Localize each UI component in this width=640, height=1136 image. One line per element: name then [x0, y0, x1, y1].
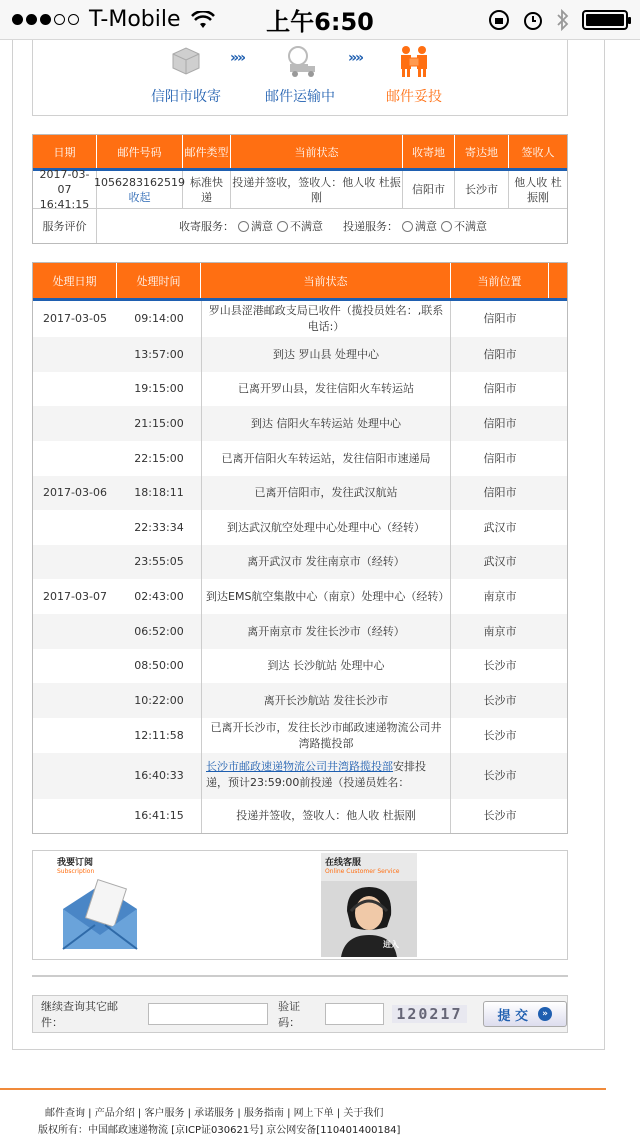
cell-spacer	[549, 510, 567, 545]
package-icon	[166, 44, 206, 78]
cell-date	[33, 683, 117, 718]
evaluation-label: 服务评价	[33, 209, 97, 243]
radio-label: 不满意	[290, 220, 323, 233]
cell-date: 2017-03-05	[43, 312, 107, 325]
header-process-time: 处理时间	[117, 263, 201, 298]
cell-time: 10:22:00	[134, 693, 184, 707]
cell-date	[33, 406, 117, 441]
cell-date	[33, 718, 117, 753]
header-origin: 收寄地	[403, 135, 455, 168]
cell-location: 长沙市	[483, 809, 517, 822]
cell-status: 离开南京市 发往长沙市（经转）	[201, 614, 451, 649]
cell-status: 离开长沙航站 发往长沙市	[201, 683, 451, 718]
table-row	[33, 441, 567, 476]
table-row	[33, 510, 567, 545]
cell-time: 16:41:15	[134, 809, 184, 822]
battery-icon	[582, 10, 628, 30]
cell-spacer	[549, 441, 567, 476]
step-delivered	[359, 44, 469, 106]
step-label: 邮件运输中	[265, 89, 335, 105]
header-current-location: 当前位置	[451, 263, 549, 298]
cell-spacer	[549, 718, 567, 753]
cell-spacer	[549, 753, 567, 799]
subscribe-subtitle: Subscription	[57, 868, 95, 875]
cell-location: 长沙市	[483, 728, 517, 742]
truck-icon	[280, 44, 320, 78]
header-date: 日期	[33, 135, 97, 168]
cell-time: 02:43:00	[134, 589, 184, 603]
captcha-input[interactable]	[325, 1003, 384, 1025]
cell-time: 21:15:00	[134, 416, 184, 430]
cell-location: 南京市	[483, 589, 517, 603]
cell-time: 13:57:00	[134, 347, 184, 361]
service-enter: 进入	[383, 940, 399, 949]
cell-status: 已离开信阳火车转运站，发往信阳市速递局	[201, 441, 451, 476]
table-header	[33, 263, 567, 301]
radio-label: 满意	[415, 220, 437, 233]
cell-time: 18:18:11	[134, 486, 184, 499]
cell-time: 12:11:58	[134, 728, 184, 742]
collection-station-link[interactable]: 长沙市邮政速递物流公司井湾路揽投部	[206, 760, 393, 773]
cell-date	[33, 649, 117, 683]
step-label: 信阳市收寄	[151, 89, 221, 105]
cell-status: 到达武汉航空处理中心处理中心（经转）	[201, 510, 451, 545]
header-current-status: 当前状态	[201, 263, 451, 298]
step-arrow-icon: »»	[348, 50, 363, 66]
step-in-transit	[245, 44, 355, 106]
customer-service-agent-icon	[321, 881, 417, 957]
cell-location: 信阳市	[483, 382, 517, 395]
subscribe-banner[interactable]	[53, 853, 147, 957]
collapse-link[interactable]: 收起	[128, 190, 151, 204]
table-row	[33, 372, 567, 406]
cell-spacer	[549, 406, 567, 441]
query-bar	[32, 995, 568, 1033]
table-row	[33, 545, 567, 579]
subscribe-title: 我要订阅	[57, 858, 94, 868]
submit-button[interactable]: 提 交 »	[483, 1001, 568, 1027]
step-arrow-icon: »»	[230, 50, 245, 66]
header-mail-number: 邮件号码	[97, 135, 183, 168]
cell-location: 信阳市	[483, 451, 517, 465]
cell-location: 武汉市	[483, 520, 517, 534]
radio-label: 不满意	[454, 220, 487, 233]
cell-location: 长沙市	[483, 693, 517, 707]
clock-time: 上午6:50	[266, 8, 374, 36]
captcha-image: 120217	[392, 1005, 466, 1023]
cell-time: 23:55:05	[134, 555, 184, 568]
cell-time: 19:15:00	[134, 382, 184, 395]
cell-date	[33, 614, 117, 649]
header-signer: 签收人	[521, 145, 555, 159]
footer-copyright: 版权所有：中国邮政速递物流 [京ICP证030621号] 京公网安备[110401400184]	[38, 1125, 401, 1136]
table-row	[33, 337, 567, 372]
cell-time: 16:40:33	[134, 769, 184, 782]
collect-satisfied-radio[interactable]	[238, 221, 249, 232]
mail-summary-table	[32, 134, 568, 244]
table-row	[33, 301, 567, 337]
cell-spacer	[549, 545, 567, 579]
footer-divider	[0, 1088, 606, 1090]
cell-status: 离开武汉市 发往南京市（经转）	[201, 545, 451, 579]
cell-status: 已离开信阳市，发往武汉航站	[201, 476, 451, 510]
table-row	[33, 168, 567, 211]
cell-status: 罗山县涩港邮政支局已收件（揽投员姓名：,联系电话:）	[201, 301, 451, 337]
cell-location: 信阳市	[483, 347, 517, 361]
cell-location: 信阳市	[483, 486, 517, 499]
alarm-icon	[522, 9, 544, 31]
table-row	[33, 614, 567, 649]
table-row	[33, 683, 567, 718]
cell-spacer	[549, 476, 567, 510]
table-row	[33, 406, 567, 441]
header-process-date: 处理日期	[33, 263, 117, 298]
mail-status: 投递并签收，签收人：他人收 杜振 刚	[231, 171, 403, 208]
cell-status: 到达 罗山县 处理中心	[201, 337, 451, 372]
status-with-link: 长沙市邮政速递物流公司井湾路揽投部安排投递，预计23:59:00前投递（投递员姓名：	[201, 753, 451, 799]
cell-time: 08:50:00	[134, 659, 184, 672]
go-arrow-icon: »	[538, 1007, 552, 1021]
mail-type: 标准快 递	[183, 171, 231, 208]
cell-status: 到达 信阳火车转运站 处理中心	[201, 406, 451, 441]
cell-spacer	[549, 337, 567, 372]
cell-date	[33, 441, 117, 476]
tracking-body	[33, 301, 567, 833]
table-row	[33, 579, 567, 614]
signal-strength-icon	[12, 14, 79, 25]
table-row	[33, 799, 567, 833]
cell-date	[33, 372, 117, 406]
cell-status: 到达 长沙航站 处理中心	[201, 649, 451, 683]
cell-spacer	[549, 579, 567, 614]
delivery-person-icon	[394, 44, 434, 78]
cell-spacer	[549, 799, 567, 833]
step-collected	[131, 44, 241, 106]
cell-date: 2017-03-07	[43, 589, 107, 603]
collect-unsatisfied-radio[interactable]	[277, 221, 288, 232]
table-row	[33, 649, 567, 683]
mail-number: 1056283162519 收起	[97, 171, 183, 208]
cell-spacer	[549, 614, 567, 649]
cell-date	[33, 337, 117, 372]
mail-destination: 长沙市	[455, 171, 509, 208]
cell-location: 长沙市	[483, 769, 517, 782]
cell-status: 已离开罗山县，发往信阳火车转运站	[201, 372, 451, 406]
cell-location: 长沙市	[483, 659, 517, 672]
header-destination: 寄达地	[455, 135, 509, 168]
status-bar	[0, 0, 640, 40]
header-spacer	[549, 263, 567, 298]
table-header	[33, 135, 567, 171]
cell-date	[33, 510, 117, 545]
deliver-service-label: 投递服务：	[343, 220, 398, 233]
cell-time: 22:15:00	[134, 451, 184, 465]
cell-time: 09:14:00	[134, 312, 184, 325]
mail-signer: 他人收 杜 振刚	[514, 175, 562, 204]
service-title: 在线客服	[325, 858, 362, 868]
cell-spacer	[549, 372, 567, 406]
mail-origin: 信阳市	[403, 171, 455, 208]
table-row	[33, 753, 567, 799]
mail-number-input[interactable]	[148, 1003, 268, 1025]
query-label: 继续查询其它邮件：	[41, 1000, 118, 1029]
cell-status: 到达EMS航空集散中心（南京）处理中心（经转）	[201, 579, 451, 614]
collect-service-label: 收寄服务：	[179, 220, 234, 233]
header-status: 当前状态	[231, 135, 403, 168]
deliver-unsatisfied-radio[interactable]	[441, 221, 452, 232]
footer-nav[interactable]: 邮件查询 | 产品介绍 | 客户服务 | 承诺服务 | 服务指南 | 网上下单 | 关于我们	[45, 1108, 384, 1119]
table-row	[33, 476, 567, 510]
cell-location: 武汉市	[483, 555, 517, 568]
cell-spacer	[549, 683, 567, 718]
cell-date	[33, 799, 117, 833]
cell-status: 已离开长沙市，发往长沙市邮政速递物流公司井湾路揽投部	[201, 718, 451, 753]
rotation-lock-icon	[488, 9, 510, 31]
cell-location: 信阳市	[483, 312, 517, 325]
cell-location: 信阳市	[483, 416, 517, 430]
cell-spacer	[549, 301, 567, 337]
online-service-banner[interactable]	[321, 853, 417, 957]
service-evaluation-row	[33, 209, 567, 243]
cell-spacer	[549, 649, 567, 683]
wifi-icon	[191, 11, 215, 29]
mail-date: 2017-03- 07 16:41:15	[33, 171, 97, 208]
service-subtitle: Online Customer Service	[325, 868, 400, 875]
cell-date: 2017-03-06	[43, 486, 107, 499]
step-label: 邮件妥投	[386, 89, 442, 105]
carrier-name: T-Mobile	[89, 7, 181, 32]
cell-date	[33, 545, 117, 579]
radio-label: 满意	[251, 220, 273, 233]
envelope-icon	[55, 879, 145, 955]
captcha-label: 验证码：	[278, 1000, 301, 1029]
cell-status: 投递并签收，签收人：他人收 杜振刚	[201, 799, 451, 833]
evaluation-options	[97, 209, 487, 243]
divider	[32, 975, 568, 977]
delivery-progress	[32, 40, 568, 116]
promo-box	[32, 850, 568, 960]
cell-time: 22:33:34	[134, 520, 184, 534]
table-row	[33, 718, 567, 753]
bluetooth-icon	[556, 9, 570, 31]
cell-date	[33, 753, 117, 799]
tracking-table	[32, 262, 568, 834]
deliver-satisfied-radio[interactable]	[402, 221, 413, 232]
cell-location: 南京市	[483, 624, 517, 638]
header-mail-type: 邮件类型	[183, 135, 231, 168]
cell-time: 06:52:00	[134, 624, 184, 638]
